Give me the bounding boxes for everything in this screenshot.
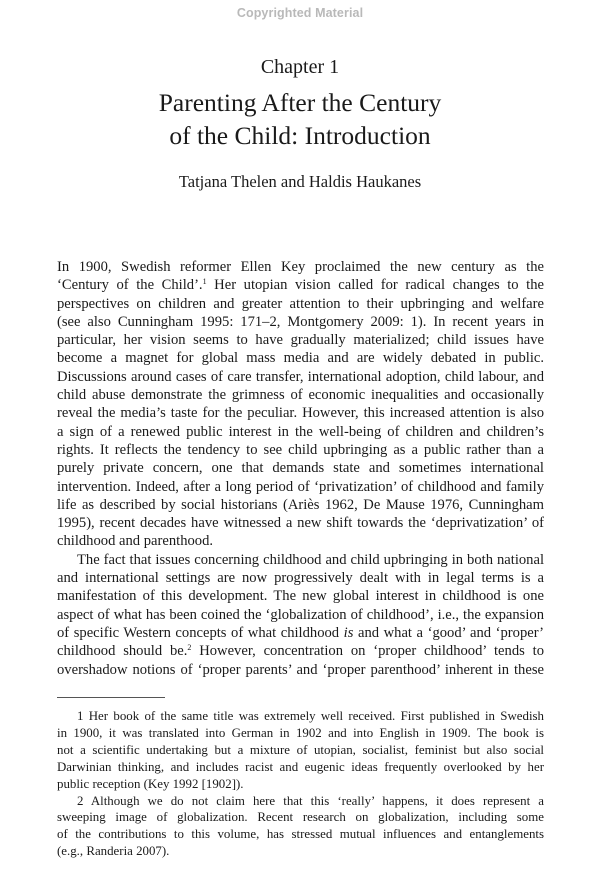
text-span: childhood should be. bbox=[57, 643, 188, 660]
footnote-line: Darwinian thinking, and includes racist and eugenic ideas frequently overlooked by her bbox=[57, 759, 544, 774]
footnote-line: public reception (Key 1992 [1902]). bbox=[57, 776, 244, 791]
text-line: particular, her vision seems to have gradually materialized; child issues have bbox=[57, 332, 544, 349]
text-line: rights. It reflects the tendency to see child upbringing as a public rather than a bbox=[57, 441, 544, 458]
text-span: ‘Century of the Child’. bbox=[57, 277, 203, 294]
text-line: (see also Cunningham 1995: 171–2, Montgomery 2009: 1). In recent years in bbox=[57, 313, 544, 330]
body-text bbox=[57, 258, 544, 679]
footnote-line: (e.g., Randeria 2007). bbox=[57, 844, 170, 859]
footnote-divider bbox=[57, 697, 165, 698]
footnote-line: 1 Her book of the same title was extremely well received. First published in Swedish bbox=[77, 709, 544, 723]
footnote-ref: 2 bbox=[187, 643, 192, 653]
footnote-line: not a scientific undertaking but a mixture of utopian, socialist, feminist but also social bbox=[57, 742, 544, 757]
footnotes bbox=[57, 708, 544, 860]
text-line: a sign of a renewed public interest in the well-being of children and children’s bbox=[57, 423, 544, 440]
text-line bbox=[57, 276, 544, 294]
copyright-watermark: Copyrighted Material bbox=[236, 6, 364, 20]
chapter-title bbox=[0, 86, 600, 152]
text-span: of specific Western concepts of what childhood bbox=[57, 624, 344, 641]
text-line: aspect of what has been coined the ‘globalization of childhood’, i.e., the expansion bbox=[57, 606, 544, 623]
text-line: 1995), recent decades have witnessed a new shift towards the ‘deprivatization’ of bbox=[57, 515, 544, 532]
text-line: purely private concern, one that demands state and sometimes international bbox=[57, 460, 544, 477]
text-line: Discussions around cases of care transfer, international adoption, child labour, and bbox=[57, 368, 544, 385]
text-line: reveal the media’s taste for the peculiar. However, this increased attention is also bbox=[57, 405, 544, 422]
chapter-title-line: of the Child: Introduction bbox=[169, 121, 431, 150]
text-line: childhood and parenthood. bbox=[57, 533, 214, 550]
footnote-line: 2 Although we do not claim here that this ‘really’ happens, it does represent a bbox=[77, 793, 544, 808]
text-line: overshadow notions of ‘proper parents’ and ‘proper parenthood’ inherent in these bbox=[57, 661, 544, 678]
footnote-line: in 1900, it was translated into German in 1902 and into English in 1909. The book is bbox=[57, 725, 544, 740]
text-line: life as described by social historians (Ariès 1962, De Mause 1976, Cunningham bbox=[57, 496, 544, 513]
text-line: become a magnet for global mass media and are widely debated in public. bbox=[57, 350, 544, 367]
text-line: The fact that issues concerning childhood and child upbringing in both national bbox=[77, 551, 544, 568]
chapter-title-line: Parenting After the Century bbox=[158, 88, 442, 117]
emphasis-text: is bbox=[343, 624, 354, 641]
text-span: Her utopian vision called for radical changes to the bbox=[206, 277, 544, 294]
text-line: intervention. Indeed, after a long period of ‘privatization’ of childhood and family bbox=[57, 478, 544, 495]
chapter-label: Chapter 1 bbox=[260, 56, 340, 78]
text-span: and what a ‘good’ and ‘proper’ bbox=[353, 624, 544, 641]
footnote-ref: 1 bbox=[202, 277, 207, 287]
text-line: manifestation of this development. The new global interest in childhood is one bbox=[57, 588, 544, 605]
footnote-line: of the contributions to this volume, has stressed mutual influences and entanglements bbox=[57, 827, 544, 842]
chapter-authors: Tatjana Thelen and Haldis Haukanes bbox=[178, 172, 422, 191]
text-line bbox=[57, 642, 544, 660]
text-line: In 1900, Swedish reformer Ellen Key proclaimed the new century as the bbox=[57, 259, 544, 275]
text-line bbox=[57, 624, 544, 642]
text-line: perspectives on children and greater attention to their upbringing and welfare bbox=[57, 295, 544, 312]
text-line: and international settings are now progressively dealt with in legal terms is a bbox=[57, 570, 544, 587]
text-line: child abuse demonstrate the grimness of economic inequalities and occasionally bbox=[57, 387, 544, 404]
footnote-line: sweeping image of globalization. Recent research on globalization, including some bbox=[57, 810, 544, 825]
text-span: However, concentration on ‘proper childhood’ tends to bbox=[191, 643, 544, 660]
